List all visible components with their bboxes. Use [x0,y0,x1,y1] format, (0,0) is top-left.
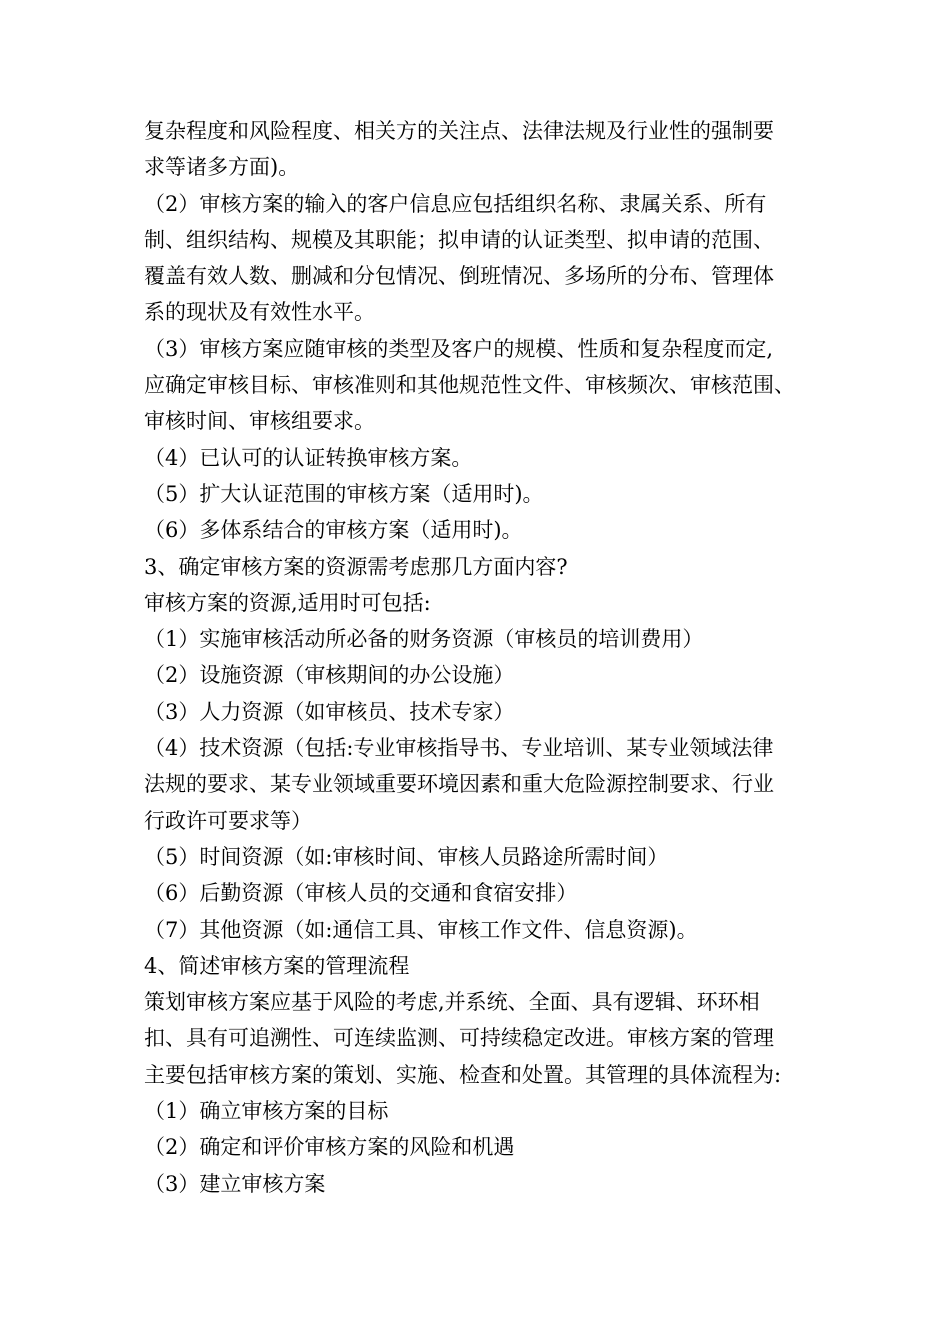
document-body [144,113,814,1202]
text-line: 行政许可要求等） [144,808,312,833]
list-item: （4）已认可的认证转换审核方案。 [144,445,473,470]
text-line: 应确定审核目标、审核准则和其他规范性文件、审核频次、审核范围、 [144,373,795,398]
list-item: （2）审核方案的输入的客户信息应包括组织名称、隶属关系、所有 [144,191,767,216]
list-item: （5）扩大认证范围的审核方案（适用时)。 [144,481,544,506]
text-line: 系的现状及有效性水平。 [144,300,375,325]
text-line: 主要包括审核方案的策划、实施、检查和处置。其管理的具体流程为: [144,1062,782,1087]
list-item: （2）设施资源（审核期间的办公设施） [144,663,515,688]
text-line: 制、组织结构、规模及其职能；拟申请的认证类型、拟申请的范围、 [144,227,774,252]
list-item: （2）确定和评价审核方案的风险和机遇 [144,1135,515,1160]
list-item: （5）时间资源（如:审核时间、审核人员路途所需时间） [144,844,669,869]
list-item: （6）后勤资源（审核人员的交通和食宿安排） [144,881,578,906]
text-line: 法规的要求、某专业领域重要环境因素和重大危险源控制要求、行业 [144,772,774,797]
list-item: （3）人力资源（如审核员、技术专家） [144,699,515,724]
text-line: 审核方案的资源,适用时可包括: [144,590,431,615]
list-item: （1）实施审核活动所必备的财务资源（审核员的培训费用） [144,627,704,652]
list-item: （7）其他资源（如:通信工具、审核工作文件、信息资源)。 [144,917,698,942]
list-item: （6）多体系结合的审核方案（适用时)。 [144,518,523,543]
text-line: 求等诸多方面)。 [144,155,300,180]
section-heading: 4、简述审核方案的管理流程 [144,953,410,978]
text-line: 覆盖有效人数、删减和分包情况、倒班情况、多场所的分布、管理体 [144,264,774,289]
section-heading: 3、确定审核方案的资源需考虑那几方面内容? [144,554,568,579]
text-line: 策划审核方案应基于风险的考虑,并系统、全面、具有逻辑、环环相 [144,990,760,1015]
list-item: （3）建立审核方案 [144,1171,326,1196]
list-item: （3）审核方案应随审核的类型及客户的规模、性质和复杂程度而定, [144,336,774,361]
list-item: （1）确立审核方案的目标 [144,1099,389,1124]
list-item: （4）技术资源（包括:专业审核指导书、专业培训、某专业领域法律 [144,736,774,761]
text-line: 复杂程度和风险程度、相关方的关注点、法律法规及行业性的强制要 [144,119,774,143]
text-line: 扣、具有可追溯性、可连续监测、可持续稳定改进。审核方案的管理 [144,1026,774,1051]
text-line: 审核时间、审核组要求。 [144,409,375,434]
